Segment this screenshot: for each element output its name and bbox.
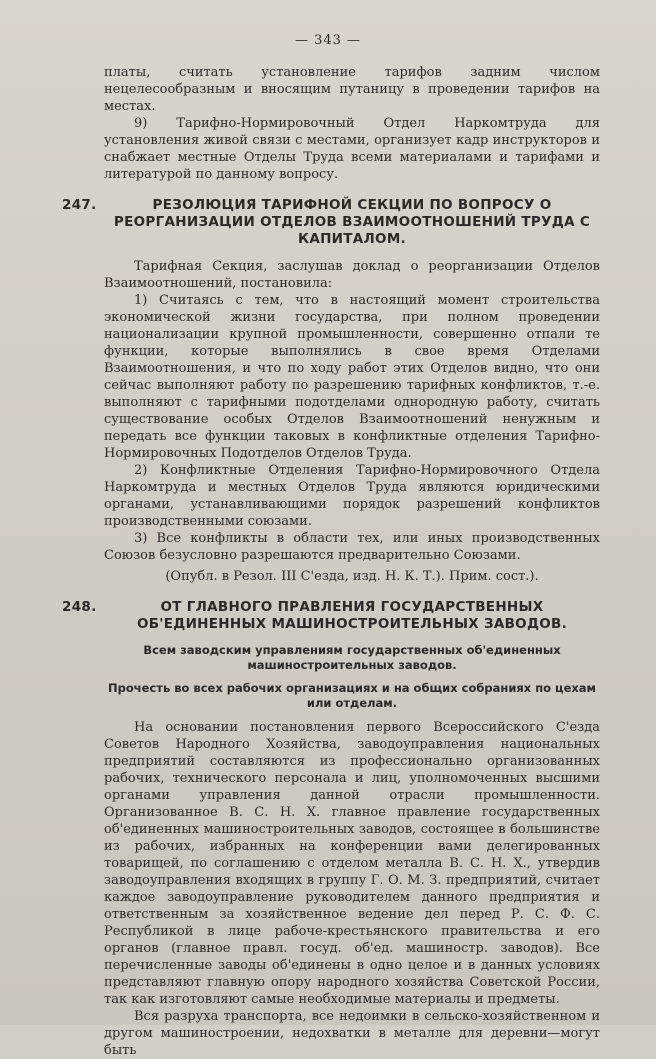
section-248-paragraph-1: На основании постановления первого Всероссийского С'езда Советов Народного Хозяйства, заводоуправления национальных предприятий составляются из профессионально организованных рабочих, технического персонала и лиц, уполномоченных высшими органами управления данной отрасли промышленности. Организованное В. С. Н. Х. главное правление государственных об'единенных машиностроительных заводов, состоящее в большинстве из рабочих, избранных на конференции вами делегированных товарищей, по соглашению с отделом металла В. С. Н. Х., утвердив заводоуправления входящих в группу Г. О. М. З. предприятий, считает каждое заводоуправление руководителем данного предприятия и ответственным за хозяйственное ведение дел перед Р. С. Ф. С. Республикой в лице рабоче-крестьянского правительства и его органов (главное правл. госуд. об'ед. машиностр. заводов). Все перечисленные заводы об'единены в одно целое и в данных условиях представляют главную опору народного хозяйства Советской России, так как изготовляют самые необходимые материалы и предметы. [104, 720, 600, 1007]
section-247-source-note: (Опубл. в Резол. III С'езда, изд. Н. К. Т.). Прим. сост.). [165, 569, 539, 584]
section-247-point-1: 1) Считаясь с тем, что в настоящий момент строительства экономической жизни государства, при полном проведении национализации крупной промышленности, совершенно отпали те функции, которые выполнялись в свое время Отделами Взаимоотношения, и что по ходу работ этих Отделов видно, что они сейчас выполняют работу по разрешению тарифных конфликтов, т.-е. выполняют с тарифными подотделами однородную работу, считать существование особых Отделов Взаимоотношений ненужным и передать все функции таковых в конфликтные отделения Тарифно-Нормировочных Подотделов Отделов Труда. [104, 293, 600, 461]
section-247-point-2: 2) Конфликтные Отделения Тарифно-Нормировочного Отдела Наркомтруда и местных Отделов Труда являются юридическими органами, устанавливающими порядок разрешений конфликтов производственными союзами. [104, 463, 600, 529]
section-248-subtitle-addressees: Всем заводским управлениям государственных об'единенных машиностроительных заводов. [143, 643, 561, 672]
section-248-title: ОТ ГЛАВНОГО ПРАВЛЕНИЯ ГОСУДАРСТВЕННЫХ ОБ'ЕДИНЕННЫХ МАШИНОСТРОИТЕЛЬНЫХ ЗАВОДОВ. [136, 599, 568, 632]
page-number: — 343 — [294, 33, 362, 48]
section-248-number: 248. [62, 599, 97, 615]
section-248-paragraph-2: Вся разруха транспорта, все недоимки в сельско-хозяйственном и другом машиностроении, недохватки в металле для деревни—могут быть [104, 1009, 600, 1058]
section-248-heading [62, 599, 600, 633]
section-247-point-3: 3) Все конфликты в области тех, или иных производственных Союзов безусловно разрешаются предварительно Союзами. [104, 531, 600, 563]
section-247-heading [62, 197, 600, 248]
page-body [62, 64, 600, 1059]
intro-paragraph: платы, считать установление тарифов задним числом нецелесообразным и вносящим путаницу в проведении тарифов на местах. [104, 65, 600, 114]
section-247-title: РЕЗОЛЮЦИЯ ТАРИФНОЙ СЕКЦИИ ПО ВОПРОСУ О РЕОРГАНИЗАЦИИ ОТДЕЛОВ ВЗАИМООТНОШЕНИЙ ТРУДА С КАПИТАЛОМ. [113, 197, 591, 247]
section-247-intro: Тарифная Секция, заслушав доклад о реорганизации Отделов Взаимоотношений, постановила: [104, 259, 600, 291]
section-248-subtitle-instruction: Прочесть во всех рабочих организациях и на общих собраниях по цехам или отделам. [108, 681, 596, 710]
item-9-paragraph: 9) Тарифно-Нормировочный Отдел Наркомтруда для установления живой связи с местами, организует кадр инструкторов и снабжает местные Отделы Труда всеми материалами и тарифами и литературой по данному вопросу. [104, 116, 600, 182]
section-247-number: 247. [62, 197, 97, 213]
